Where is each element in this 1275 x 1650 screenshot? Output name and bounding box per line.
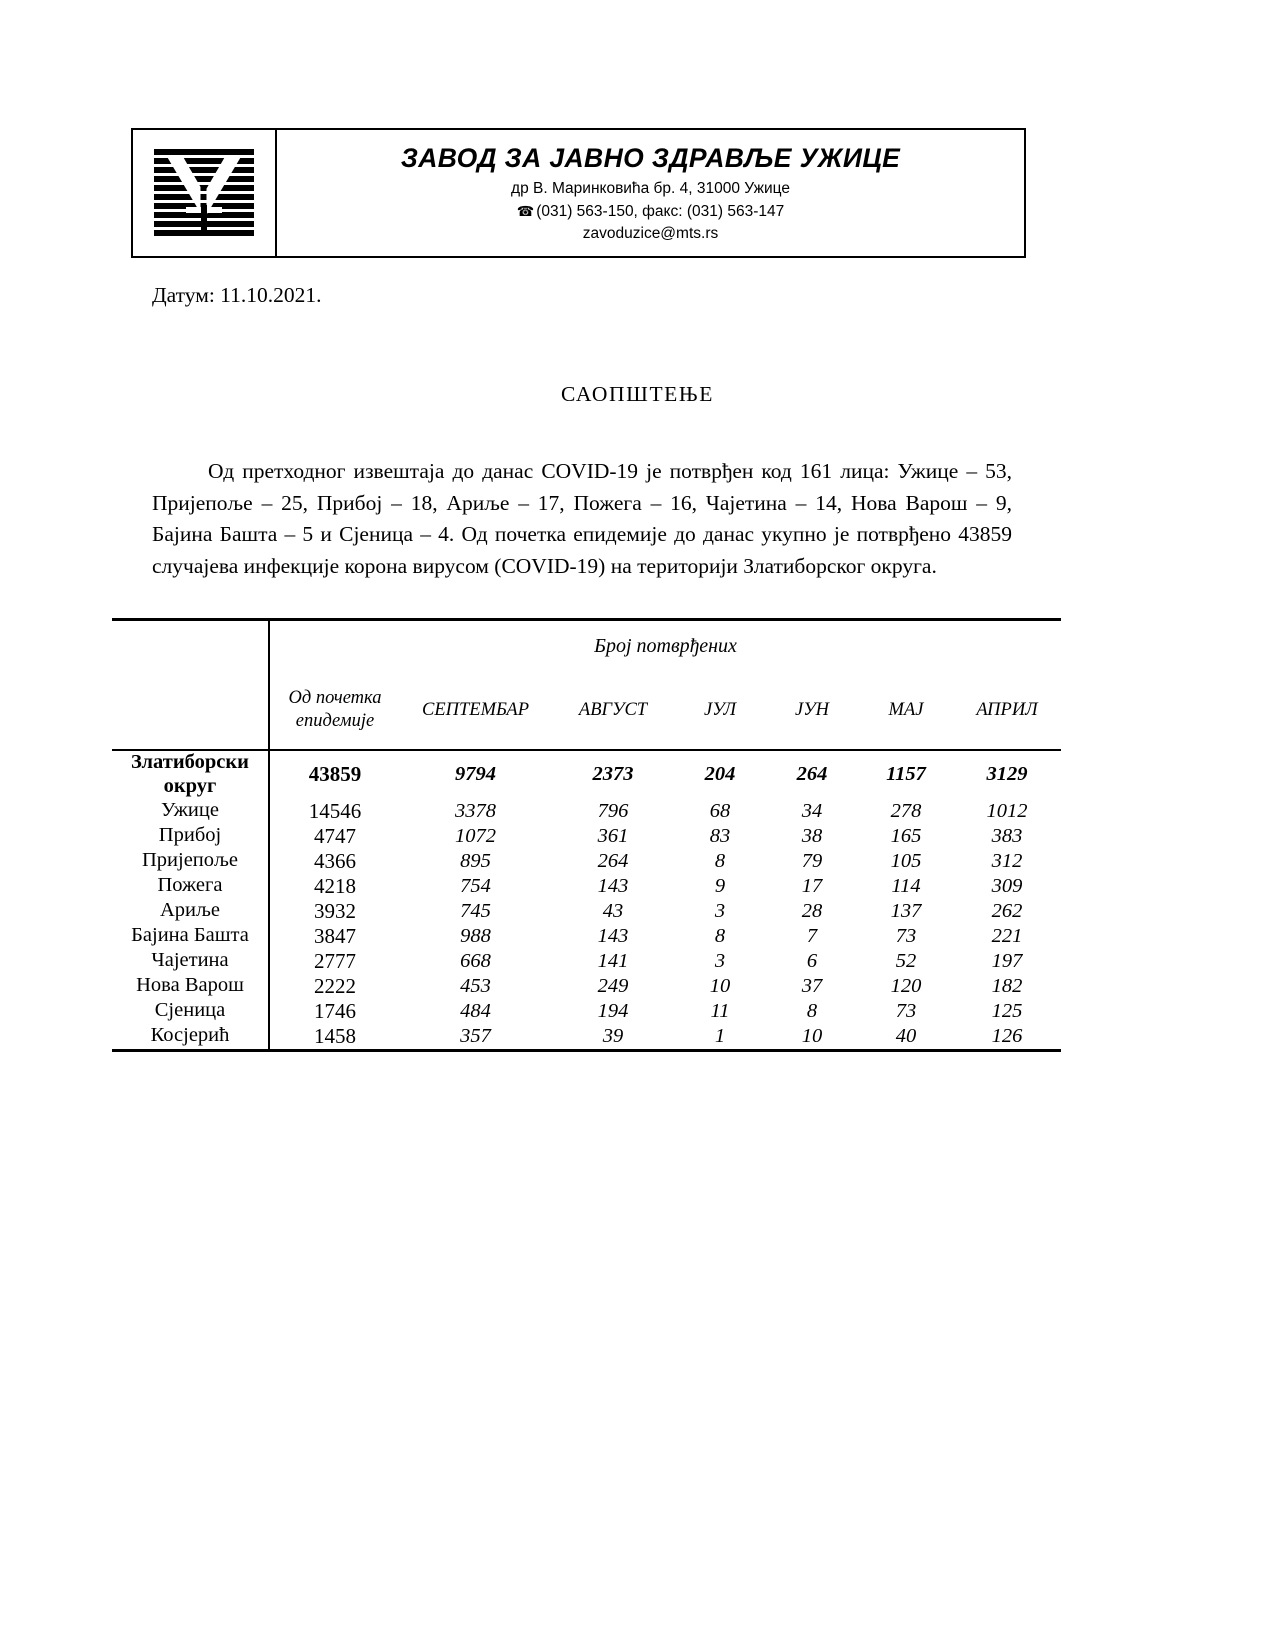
row-label: Чајетина [151, 949, 229, 972]
cell-july: 11 [710, 999, 730, 1022]
header-may: МАЈ [888, 699, 924, 720]
cell-july: 8 [714, 849, 726, 872]
cell-august: 194 [597, 999, 629, 1022]
cell-june: 17 [801, 874, 823, 897]
date-line: Датум: 11.10.2021. [152, 283, 322, 307]
cell-september: 484 [460, 999, 491, 1022]
cell-may: 105 [890, 849, 922, 872]
row-label: Косјерић [112, 1024, 269, 1051]
cell-may: 52 [895, 949, 917, 972]
cell-since-start: 2222 [269, 974, 400, 999]
cell-july: 83 [709, 824, 731, 847]
cell-august: 249 [597, 974, 629, 997]
row-label: Пожега [157, 874, 223, 897]
cell-september: 1072 [455, 824, 496, 847]
header-july: ЈУЛ [704, 699, 736, 720]
table-row-total [112, 750, 1061, 799]
header-april: АПРИЛ [976, 699, 1038, 720]
cell-june: 79 [801, 849, 823, 872]
cell-total-july: 204 [675, 750, 765, 799]
cell-since-start: 4218 [269, 874, 400, 899]
logo-cell [133, 130, 277, 256]
confirmed-cases-table [112, 618, 1061, 1052]
cell-september: 668 [460, 949, 491, 972]
cell-june: 7 [806, 924, 818, 947]
cell-august: 796 [597, 799, 629, 822]
organization-email: zavoduzice@mts.rs [582, 224, 719, 242]
cell-may: 120 [890, 974, 922, 997]
cell-april: 262 [991, 899, 1023, 922]
organization-address: др В. Маринковића бр. 4, 31000 Ужице [511, 180, 790, 198]
cell-since-start: 1746 [269, 999, 400, 1024]
cell-june: 28 [801, 899, 823, 922]
row-label: Бајина Башта [131, 924, 249, 947]
cell-since-start: 1458 [269, 1024, 400, 1051]
row-label-district: Златиборски округ [112, 750, 269, 799]
row-label: Ужице [161, 799, 219, 822]
row-label: Прибој [158, 824, 222, 847]
cell-august: 143 [597, 874, 629, 897]
cell-june: 38 [801, 824, 823, 847]
cell-april: 126 [953, 1024, 1061, 1051]
row-label: Нова Варош [136, 974, 244, 997]
group-header-confirmed: Број потврђених [269, 620, 1061, 672]
cell-september: 453 [460, 974, 491, 997]
table-row [112, 899, 1061, 924]
cell-since-start: 4747 [269, 824, 400, 849]
cell-may: 114 [891, 874, 921, 897]
cell-september: 357 [400, 1024, 551, 1051]
cell-july: 8 [714, 924, 726, 947]
empty-corner-cell [112, 620, 269, 672]
cell-june: 6 [806, 949, 818, 972]
cell-september: 745 [460, 899, 491, 922]
cell-april: 197 [991, 949, 1023, 972]
institute-emblem-icon [152, 145, 256, 241]
cell-may: 278 [890, 799, 922, 822]
cell-july: 68 [709, 799, 731, 822]
cell-total-june: 264 [765, 750, 859, 799]
cell-april: 383 [991, 824, 1023, 847]
cell-august: 143 [597, 924, 629, 947]
cell-june: 10 [765, 1024, 859, 1051]
cell-may: 137 [890, 899, 922, 922]
cell-april: 125 [991, 999, 1023, 1022]
cell-total-may: 1157 [859, 750, 953, 799]
row-label: Ариље [159, 899, 221, 922]
cell-total-april: 3129 [953, 750, 1061, 799]
page-title: САОПШТЕЊЕ [560, 382, 715, 406]
header-june: ЈУН [794, 699, 830, 720]
table-row [112, 824, 1061, 849]
header-august: АВГУСТ [578, 699, 648, 720]
cell-since-start: 4366 [269, 849, 400, 874]
cell-september: 988 [460, 924, 491, 947]
organization-phone-line [517, 201, 785, 223]
cell-july: 3 [714, 899, 726, 922]
cell-september: 895 [460, 849, 491, 872]
cell-june: 37 [801, 974, 823, 997]
organization-phone: (031) 563-150, факс: (031) 563-147 [536, 202, 785, 220]
organization-info [277, 130, 1024, 256]
cell-since-start: 3847 [269, 924, 400, 949]
table-row [112, 849, 1061, 874]
announcement-paragraph: Од претходног извештаја до данас COVID-19 је потврђен код 161 лица: Ужице – 53, Пријепоље – 25, Прибој – 18, Ариље – 17, Пожега – 16, Чајетина – 14, Нова Варош – 9, Бајина Башта – 5 и Сјеница – 4. Од почетка епидемије до данас укупно је потврђено 43859 случајева инфекције корона вирусом (COVID-19) на територији Златиборског округа. [152, 459, 1012, 578]
table-row [112, 974, 1061, 999]
cell-july: 3 [714, 949, 726, 972]
cell-june: 34 [801, 799, 823, 822]
header-municipality [112, 671, 269, 750]
cell-may: 73 [895, 999, 917, 1022]
cell-april: 1012 [986, 799, 1028, 822]
table-row [112, 874, 1061, 899]
cell-august: 264 [597, 849, 629, 872]
cell-august: 39 [551, 1024, 675, 1051]
cell-total-september: 9794 [400, 750, 551, 799]
cell-august: 43 [602, 899, 624, 922]
cell-april: 309 [991, 874, 1023, 897]
table-row [112, 1024, 1061, 1051]
cell-since-start: 2777 [269, 949, 400, 974]
cell-august: 361 [597, 824, 629, 847]
table-row [112, 924, 1061, 949]
cell-september: 754 [460, 874, 491, 897]
table-group-header-row [112, 620, 1061, 672]
cell-september: 3378 [455, 799, 496, 822]
cell-may: 73 [895, 924, 917, 947]
header-september: СЕПТЕМБАР [421, 699, 530, 720]
table-row [112, 949, 1061, 974]
table-header-row [112, 671, 1061, 750]
letterhead-box [131, 128, 1026, 258]
cell-since-start: 14546 [269, 799, 400, 824]
cell-july: 9 [714, 874, 726, 897]
table-row [112, 999, 1061, 1024]
cell-may: 40 [859, 1024, 953, 1051]
cell-june: 8 [806, 999, 818, 1022]
table-row [112, 799, 1061, 824]
cell-total-since-start: 43859 [269, 750, 400, 799]
cell-august: 141 [597, 949, 629, 972]
cell-july: 10 [709, 974, 731, 997]
cell-since-start: 3932 [269, 899, 400, 924]
cell-april: 221 [991, 924, 1023, 947]
cell-total-august: 2373 [551, 750, 675, 799]
row-label: Сјеница [154, 999, 226, 1022]
organization-title: ЗАВОД ЗА ЈАВНО ЗДРАВЉЕ УЖИЦЕ [400, 142, 901, 173]
header-since-epidemic-start: Од почетка епидемије [269, 671, 400, 750]
telephone-icon: ☎ [516, 203, 535, 220]
cell-april: 312 [991, 849, 1023, 872]
cell-july: 1 [675, 1024, 765, 1051]
cell-april: 182 [991, 974, 1023, 997]
cell-may: 165 [890, 824, 922, 847]
row-label: Пријепоље [141, 849, 239, 872]
